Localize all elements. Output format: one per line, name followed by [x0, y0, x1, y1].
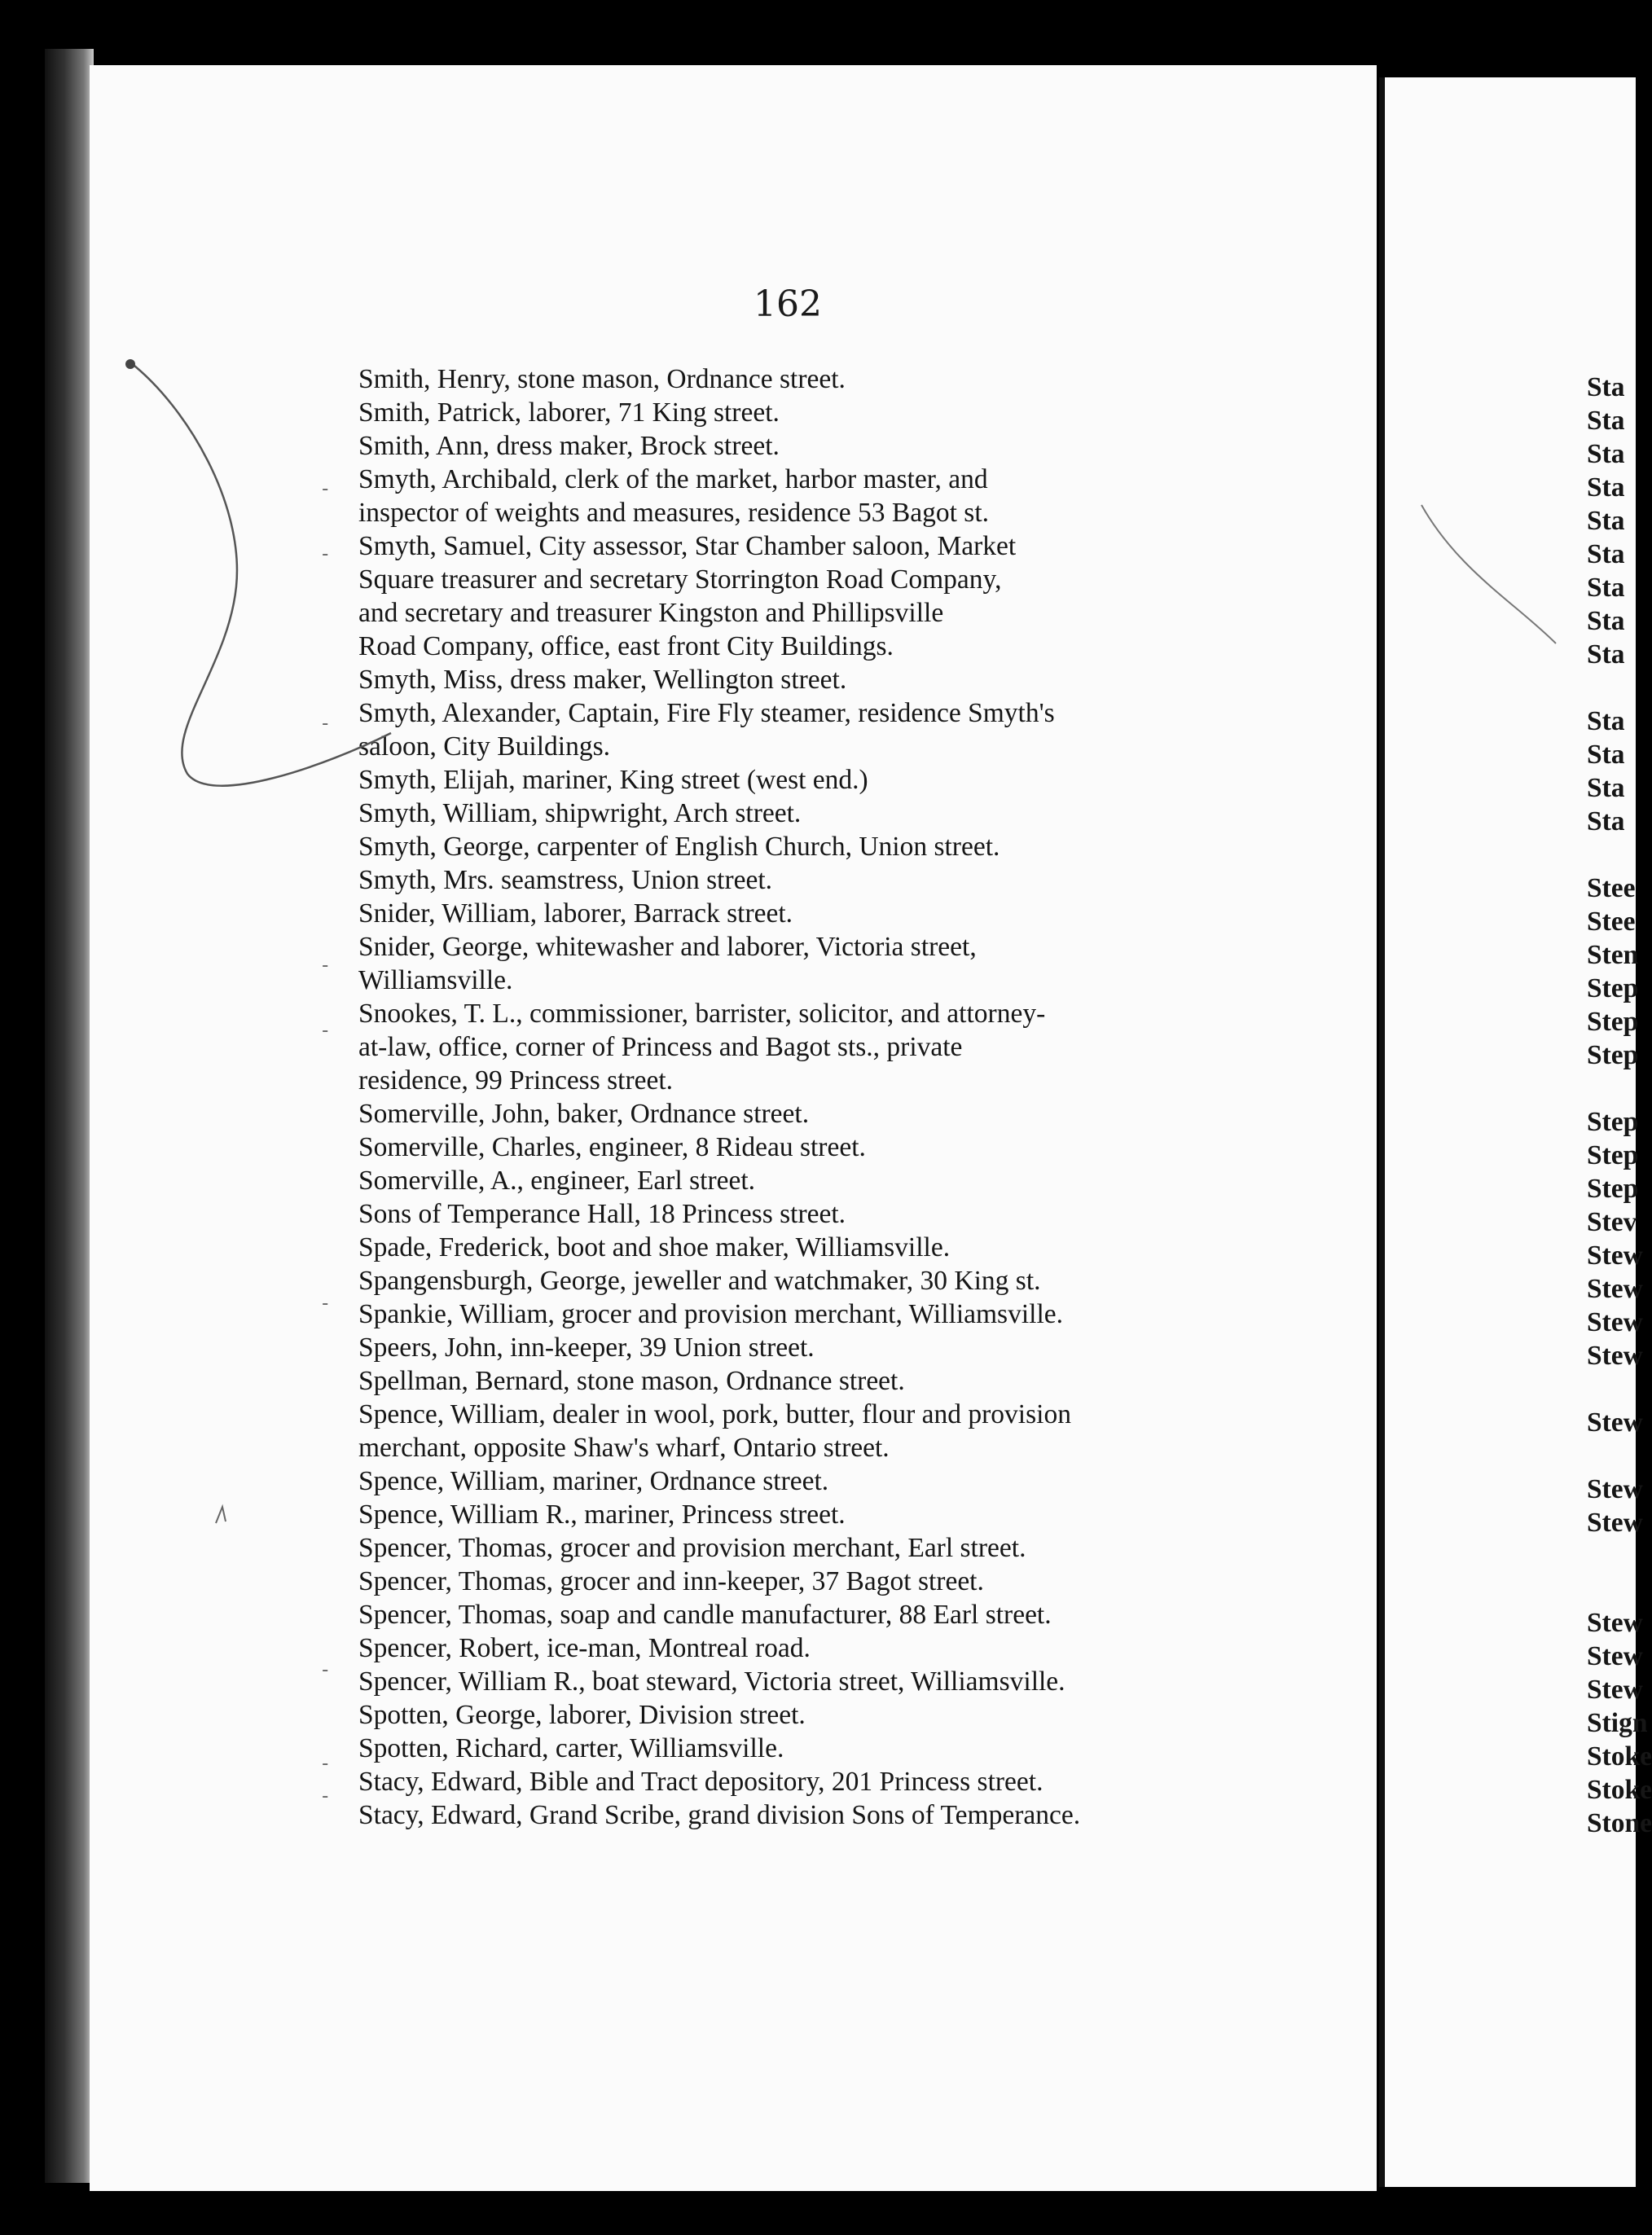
- entry-line: residence, 99 Princess street.: [358, 1065, 674, 1096]
- directory-entry: [358, 463, 1246, 529]
- right-page-entry-fragment: Step: [1587, 1140, 1639, 1170]
- right-page-entry-fragment: Step: [1587, 973, 1639, 1003]
- right-page-entry-fragment: Step: [1587, 1007, 1639, 1037]
- directory-entry: [358, 1464, 1246, 1498]
- margin-tick-mark: ˗: [322, 1018, 329, 1043]
- entry-line: Smyth, Archibald, clerk of the market, harbor master, and: [358, 464, 988, 494]
- right-page-entry-fragment: Stew: [1587, 1641, 1643, 1671]
- margin-tick-mark: ˗: [322, 711, 329, 735]
- right-page-entry-fragment: Stew: [1587, 1307, 1643, 1337]
- directory-entry: [358, 797, 1246, 830]
- margin-tick-mark: ˗: [322, 542, 329, 566]
- right-page-entry-fragment: Stew: [1587, 1675, 1643, 1705]
- margin-tick-mark: ˗: [322, 1751, 329, 1776]
- entry-line: Somerville, John, baker, Ordnance street.: [358, 1099, 810, 1129]
- right-page-entry-fragment: [1587, 671, 1636, 705]
- entry-line: Smith, Henry, stone mason, Ordnance street.: [358, 364, 846, 394]
- right-page-entry-fragment: Step: [1587, 1107, 1639, 1137]
- directory-entry: [358, 863, 1246, 897]
- directory-entry: [358, 1231, 1246, 1264]
- entry-line: Spellman, Bernard, stone mason, Ordnance street.: [358, 1366, 905, 1396]
- entry-line: Spangensburgh, George, jeweller and watchmaker, 30 King st.: [358, 1266, 1041, 1296]
- directory-entry: [358, 830, 1246, 863]
- right-page-entry-fragment: Stew: [1587, 1341, 1643, 1371]
- right-page-entry-fragment: Sta: [1587, 506, 1625, 536]
- right-page-entry-fragment: Stoke: [1587, 1741, 1652, 1772]
- right-page-entry-fragment: Stew: [1587, 1407, 1643, 1438]
- right-page-entry-fragment: Sta: [1587, 372, 1625, 402]
- margin-tick-mark: ˗: [322, 953, 329, 977]
- entry-line: Williamsville.: [358, 965, 513, 995]
- directory-entry: [358, 1531, 1246, 1565]
- directory-entry: [358, 1765, 1246, 1798]
- entry-line: Spencer, Thomas, grocer and inn-keeper, 37 Bagot street.: [358, 1566, 984, 1596]
- right-page-entry-fragment: Sta: [1587, 606, 1625, 636]
- directory-entries: [358, 362, 1246, 1832]
- entry-line: Somerville, Charles, engineer, 8 Rideau street.: [358, 1132, 866, 1162]
- entry-line: Smyth, Miss, dress maker, Wellington street.: [358, 665, 847, 695]
- right-page-entry-fragment: Sta: [1587, 439, 1625, 469]
- entry-line: Spotten, George, laborer, Division street.: [358, 1700, 806, 1730]
- right-page-entry-fragment: Step: [1587, 1040, 1639, 1070]
- directory-entry: [358, 1598, 1246, 1631]
- directory-entry: [358, 1197, 1246, 1231]
- entry-line: Smyth, Mrs. seamstress, Union street.: [358, 865, 773, 895]
- directory-entry: [358, 1798, 1246, 1832]
- directory-entry: [358, 1398, 1246, 1464]
- entry-line: Somerville, A., engineer, Earl street.: [358, 1166, 756, 1196]
- directory-entry: [358, 1164, 1246, 1197]
- right-page-entry-fragment: [1587, 1072, 1636, 1105]
- entry-line: Spencer, Thomas, grocer and provision merchant, Earl street.: [358, 1533, 1026, 1563]
- right-page-entry-fragment: [1587, 1439, 1636, 1473]
- entry-line: Smith, Patrick, laborer, 71 King street.: [358, 397, 780, 428]
- entry-line: Square treasurer and secretary Storrington Road Company,: [358, 564, 1002, 595]
- directory-entry: [358, 529, 1246, 663]
- right-page-entry-fragment: [1587, 1539, 1636, 1573]
- book-spine-shadow: [45, 49, 94, 2183]
- margin-tick-mark: ˗: [322, 1658, 329, 1682]
- right-page-entry-fragment: Stign: [1587, 1708, 1648, 1738]
- directory-entry: [358, 1331, 1246, 1364]
- directory-entry: [358, 1631, 1246, 1665]
- right-page-entry-fragment: Sta: [1587, 773, 1625, 803]
- entry-line: Spencer, Robert, ice-man, Montreal road.: [358, 1633, 811, 1663]
- directory-entry: [358, 429, 1246, 463]
- directory-entry: [358, 997, 1246, 1097]
- right-page-entry-fragment: Sta: [1587, 573, 1625, 603]
- directory-entry: [358, 1698, 1246, 1732]
- entry-line: Smyth, Samuel, City assessor, Star Chamber saloon, Market: [358, 531, 1017, 561]
- right-page-entry-fragment: Stew: [1587, 1474, 1643, 1504]
- right-page-entry-fragment: Sta: [1587, 472, 1625, 503]
- right-page-entry-fragment: Stee: [1587, 907, 1636, 937]
- entry-line: Smyth, Elijah, mariner, King street (west end.): [358, 765, 868, 795]
- margin-tick-mark: ˗: [322, 1784, 329, 1808]
- margin-tick-mark: ˗: [322, 1291, 329, 1315]
- right-page-entry-fragment: Stew: [1587, 1508, 1643, 1538]
- right-page-entry-fragment: [1587, 1573, 1636, 1606]
- entry-line: Snookes, T. L., commissioner, barrister, solicitor, and attorney-: [358, 999, 1046, 1029]
- right-page-entry-fragment: Sta: [1587, 740, 1625, 770]
- entry-line: Spence, William, dealer in wool, pork, butter, flour and provision: [358, 1399, 1071, 1429]
- entry-line: Spotten, Richard, carter, Williamsville.: [358, 1733, 784, 1763]
- right-page-entries: [1587, 371, 1652, 1840]
- directory-entry: [358, 696, 1246, 763]
- entry-line: Smyth, Alexander, Captain, Fire Fly steamer, residence Smyth's: [358, 698, 1055, 728]
- directory-entry: [358, 763, 1246, 797]
- directory-entry: [358, 396, 1246, 429]
- right-page-entry-fragment: Sta: [1587, 706, 1625, 736]
- entry-line: Snider, William, laborer, Barrack street.: [358, 898, 793, 929]
- entry-line: Stacy, Edward, Bible and Tract depository, 201 Princess street.: [358, 1767, 1043, 1797]
- page-number: 162: [754, 283, 822, 325]
- entry-line: merchant, opposite Shaw's wharf, Ontario street.: [358, 1433, 890, 1463]
- right-page-entry-fragment: [1587, 838, 1636, 872]
- directory-entry: [358, 1131, 1246, 1164]
- entry-line: saloon, City Buildings.: [358, 731, 610, 762]
- right-page-entry-fragment: [1587, 1372, 1636, 1406]
- entry-line: Spencer, Thomas, soap and candle manufacturer, 88 Earl street.: [358, 1600, 1052, 1630]
- right-page-entry-fragment: Stone: [1587, 1808, 1652, 1838]
- right-page-entry-fragment: Stew: [1587, 1274, 1643, 1304]
- right-page-entry-fragment: Stew: [1587, 1240, 1643, 1271]
- directory-entry: [358, 1498, 1246, 1531]
- right-page-entry-fragment: Stev: [1587, 1207, 1637, 1237]
- entry-line: Sons of Temperance Hall, 18 Princess street.: [358, 1199, 846, 1229]
- directory-entry: [358, 1732, 1246, 1765]
- entry-line: Spankie, William, grocer and provision merchant, Williamsville.: [358, 1299, 1064, 1329]
- right-page-entry-fragment: Stew: [1587, 1608, 1643, 1638]
- right-page-entry-fragment: Sta: [1587, 539, 1625, 569]
- entry-line: inspector of weights and measures, residence 53 Bagot st.: [358, 498, 990, 528]
- right-page-entry-fragment: Sta: [1587, 806, 1625, 836]
- directory-entry: [358, 897, 1246, 930]
- right-page-entry-fragment: Stoke: [1587, 1775, 1652, 1805]
- directory-entry: [358, 663, 1246, 696]
- directory-entry: [358, 362, 1246, 396]
- directory-entry: [358, 1264, 1246, 1298]
- entry-line: Spade, Frederick, boot and shoe maker, Williamsville.: [358, 1232, 951, 1262]
- entry-line: Spencer, William R., boat steward, Victoria street, Williamsville.: [358, 1666, 1065, 1697]
- directory-entry: [358, 1097, 1246, 1131]
- directory-entry: [358, 1565, 1246, 1598]
- right-page-entry-fragment: Sta: [1587, 639, 1625, 670]
- entry-line: Smith, Ann, dress maker, Brock street.: [358, 431, 780, 461]
- entry-line: Spence, William R., mariner, Princess street.: [358, 1500, 846, 1530]
- entry-line: Snider, George, whitewasher and laborer, Victoria street,: [358, 932, 977, 962]
- entry-line: Road Company, office, east front City Buildings.: [358, 631, 894, 661]
- margin-tick-mark: ˗: [322, 476, 329, 501]
- directory-entry: [358, 1364, 1246, 1398]
- right-page-entry-fragment: Stee: [1587, 873, 1636, 903]
- entry-line: Smyth, George, carpenter of English Church, Union street.: [358, 832, 1000, 862]
- entry-line: Smyth, William, shipwright, Arch street.: [358, 798, 802, 828]
- entry-line: Speers, John, inn-keeper, 39 Union street.: [358, 1333, 815, 1363]
- entry-line: Spence, William, mariner, Ordnance street.: [358, 1466, 829, 1496]
- right-page-entry-fragment: Sten: [1587, 940, 1639, 970]
- right-page-entry-fragment: Sta: [1587, 406, 1625, 436]
- entry-line: and secretary and treasurer Kingston and Phillipsville: [358, 598, 944, 628]
- directory-entry: [358, 1665, 1246, 1698]
- entry-line: Stacy, Edward, Grand Scribe, grand division Sons of Temperance.: [358, 1800, 1081, 1830]
- entry-line: at-law, office, corner of Princess and Bagot sts., private: [358, 1032, 963, 1062]
- page-gutter: [1379, 77, 1384, 2187]
- directory-entry: [358, 1298, 1246, 1331]
- directory-entry: [358, 930, 1246, 997]
- right-page-entry-fragment: Step: [1587, 1174, 1639, 1204]
